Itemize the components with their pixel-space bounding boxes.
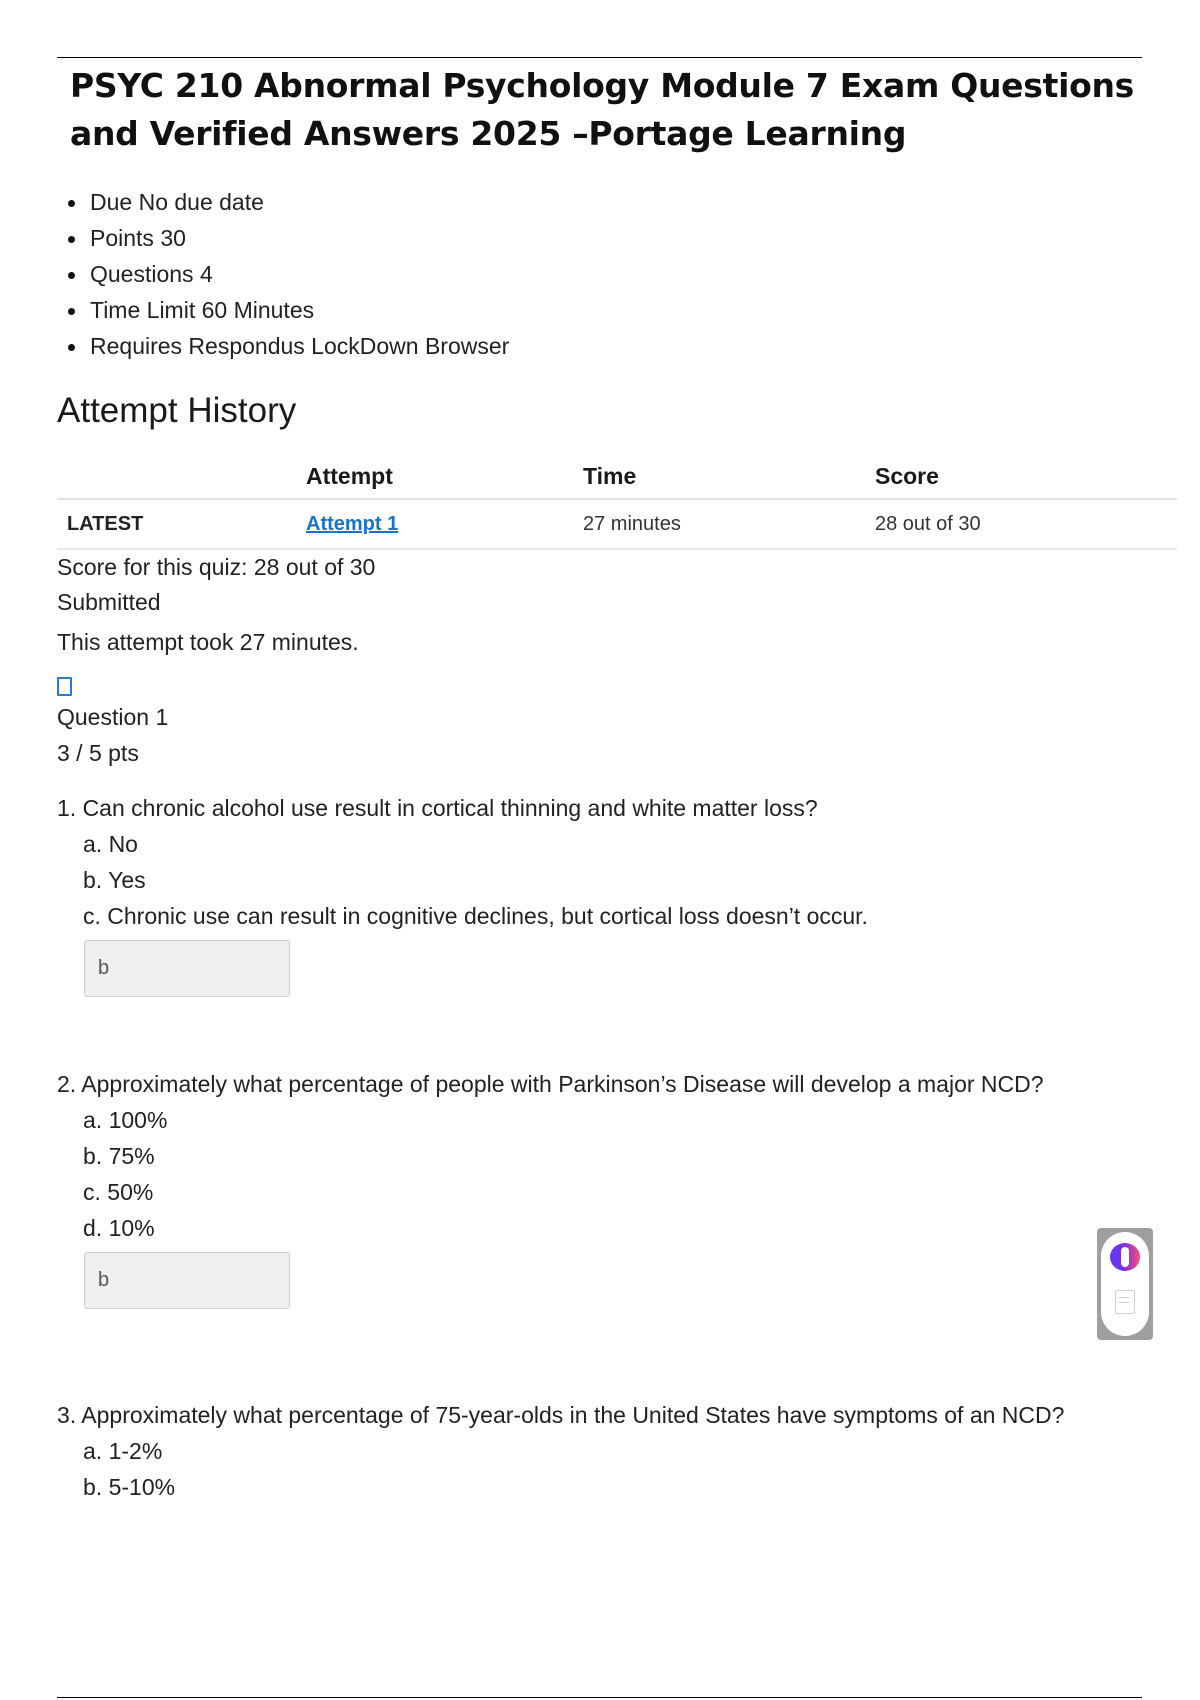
option-list [57,1102,1157,1246]
question-1 [57,790,1157,997]
option-a: a. 100% [83,1107,168,1133]
attempt-score: 28 out of 30 [875,513,981,535]
latest-tag: LATEST [67,513,144,535]
question-text: 3. Approximately what percentage of 75-year-olds in the United States have symptoms of an NCD? [57,1402,1065,1428]
option-d: d. 10% [83,1215,155,1241]
question-text: 2. Approximately what percentage of people with Parkinson’s Disease will develop a major NCD? [57,1071,1044,1097]
top-rule [57,57,1142,58]
column-header-score: Score [875,463,939,489]
option-a: a. 1-2% [83,1438,163,1464]
bottom-rule [57,1697,1142,1698]
flag-icon[interactable] [57,677,72,696]
document-title: PSYC 210 Abnormal Psychology Module 7 Exam Questions and Verified Answers 2025 –Portage Learning [70,66,1134,153]
points-item: Points 30 [68,220,509,256]
attempt-history-heading: Attempt History [57,391,297,430]
option-b: b. 75% [83,1143,155,1169]
option-c: c. Chronic use can result in cognitive declines, but cortical loss doesn’t occur. [83,903,868,929]
answer-field[interactable]: b [84,1252,290,1309]
question-text: 1. Can chronic alcohol use result in cortical thinning and white matter loss? [57,795,818,821]
attempt-1-link[interactable]: Attempt 1 [306,513,399,535]
quiz-score-line: Score for this quiz: 28 out of 30 [57,554,376,580]
option-a: a. No [83,831,138,857]
lockdown-browser-item: Requires Respondus LockDown Browser [68,328,509,364]
floating-tool-widget [1097,1228,1153,1340]
notes-icon[interactable] [1115,1290,1135,1314]
question-3 [57,1397,1157,1505]
question-2 [57,1066,1157,1309]
time-limit-item: Time Limit 60 Minutes [68,292,509,328]
quiz-details-list [68,184,509,364]
question-points: 3 / 5 pts [57,740,139,766]
table-header-row [57,456,1177,500]
questions-count-item: Questions 4 [68,256,509,292]
due-date-item: Due No due date [68,184,509,220]
ai-assistant-icon[interactable] [1110,1243,1140,1271]
widget-panel [1101,1232,1149,1336]
column-header-time: Time [583,463,637,489]
option-list [57,826,1157,934]
answer-field[interactable]: b [84,940,290,997]
option-c: c. 50% [83,1179,154,1205]
column-header-attempt: Attempt [306,463,393,489]
question-label: Question 1 [57,704,169,730]
option-b: b. 5-10% [83,1474,176,1500]
option-b: b. Yes [83,867,146,893]
table-row [57,500,1177,550]
attempt-duration-line: This attempt took 27 minutes. [57,629,359,655]
option-list [57,1433,1157,1505]
attempt-history-table [57,456,1177,550]
attempt-time: 27 minutes [583,513,681,535]
submission-status: Submitted [57,589,161,615]
